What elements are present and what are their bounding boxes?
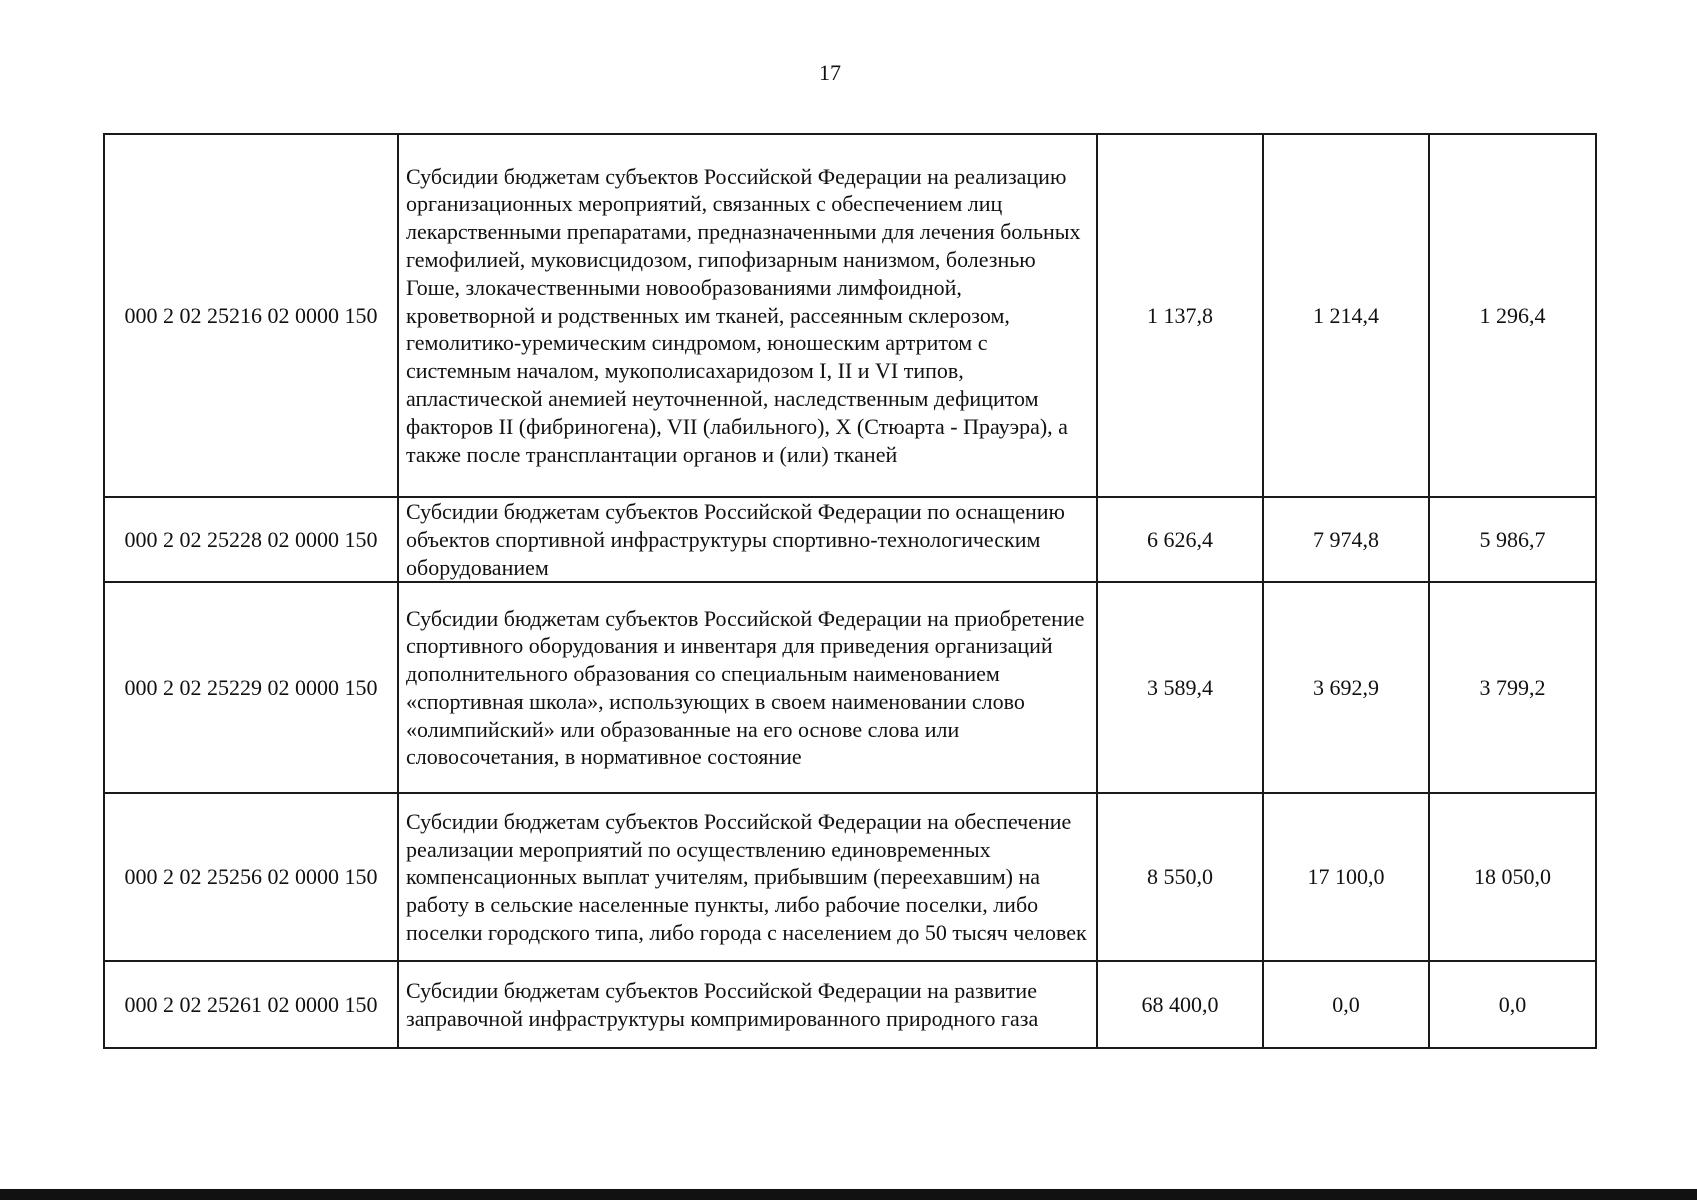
budget-code: 000 2 02 25229 02 0000 150 [104,582,398,793]
amount-year-1: 3 589,4 [1097,582,1263,793]
amount-year-1: 8 550,0 [1097,793,1263,961]
item-description: Субсидии бюджетам субъектов Российской Федерации на приобретение спортивного оборудования и инвентаря для приведения организаций дополнительного образования со специальным наименованием «спортивная школа», использующих в своем наименовании слово «олимпийский» или образованные на его основе слова или словосочетания, в нормативное состояние [398,582,1097,793]
amount-year-3: 3 799,2 [1429,582,1596,793]
amount-year-3: 0,0 [1429,961,1596,1048]
amount-year-3: 5 986,7 [1429,497,1596,582]
budget-code: 000 2 02 25261 02 0000 150 [104,961,398,1048]
amount-year-3: 1 296,4 [1429,134,1596,497]
budget-code: 000 2 02 25228 02 0000 150 [104,497,398,582]
amount-year-2: 1 214,4 [1263,134,1429,497]
table-row [104,793,1596,961]
page-number: 17 [819,60,841,85]
table-row [104,134,1596,497]
table-row [104,497,1596,582]
amount-year-2: 7 974,8 [1263,497,1429,582]
item-description: Субсидии бюджетам субъектов Российской Федерации на обеспечение реализации мероприятий по осуществлению единовременных компенсационных выплат учителям, прибывшим (переехавшим) на работу в сельские населенные пункты, либо рабочие поселки, либо поселки городского типа, либо города с населением до 50 тысяч человек [398,793,1097,961]
amount-year-3: 18 050,0 [1429,793,1596,961]
amount-year-1: 6 626,4 [1097,497,1263,582]
amount-year-2: 3 692,9 [1263,582,1429,793]
table-row [104,582,1596,793]
scan-bottom-edge [0,1189,1697,1200]
amount-year-1: 1 137,8 [1097,134,1263,497]
item-description: Субсидии бюджетам субъектов Российской Федерации на развитие заправочной инфраструктуры компримированного природного газа [398,961,1097,1048]
budget-table [103,133,1597,1049]
amount-year-2: 0,0 [1263,961,1429,1048]
amount-year-2: 17 100,0 [1263,793,1429,961]
item-description: Субсидии бюджетам субъектов Российской Федерации на реализацию организационных мероприятий, связанных с обеспечением лиц лекарственными препаратами, предназначенными для лечения больных гемофилией, муковисцидозом, гипофизарным нанизмом, болезнью Гоше, злокачественными новообразованиями лимфоидной, кроветворной и родственных им тканей, рассеянным склерозом, гемолитико-уремическим синдромом, юношеским артритом с системным началом, мукополисахаридозом I, II и VI типов, апластической анемией неуточненной, наследственным дефицитом факторов II (фибриногена), VII (лабильного), X (Стюарта - Прауэра), а также после трансплантации органов и (или) тканей [398,134,1097,497]
item-description: Субсидии бюджетам субъектов Российской Федерации по оснащению объектов спортивной инфраструктуры спортивно-технологическим оборудованием [398,497,1097,582]
budget-code: 000 2 02 25256 02 0000 150 [104,793,398,961]
table-row [104,961,1596,1048]
amount-year-1: 68 400,0 [1097,961,1263,1048]
budget-code: 000 2 02 25216 02 0000 150 [104,134,398,497]
